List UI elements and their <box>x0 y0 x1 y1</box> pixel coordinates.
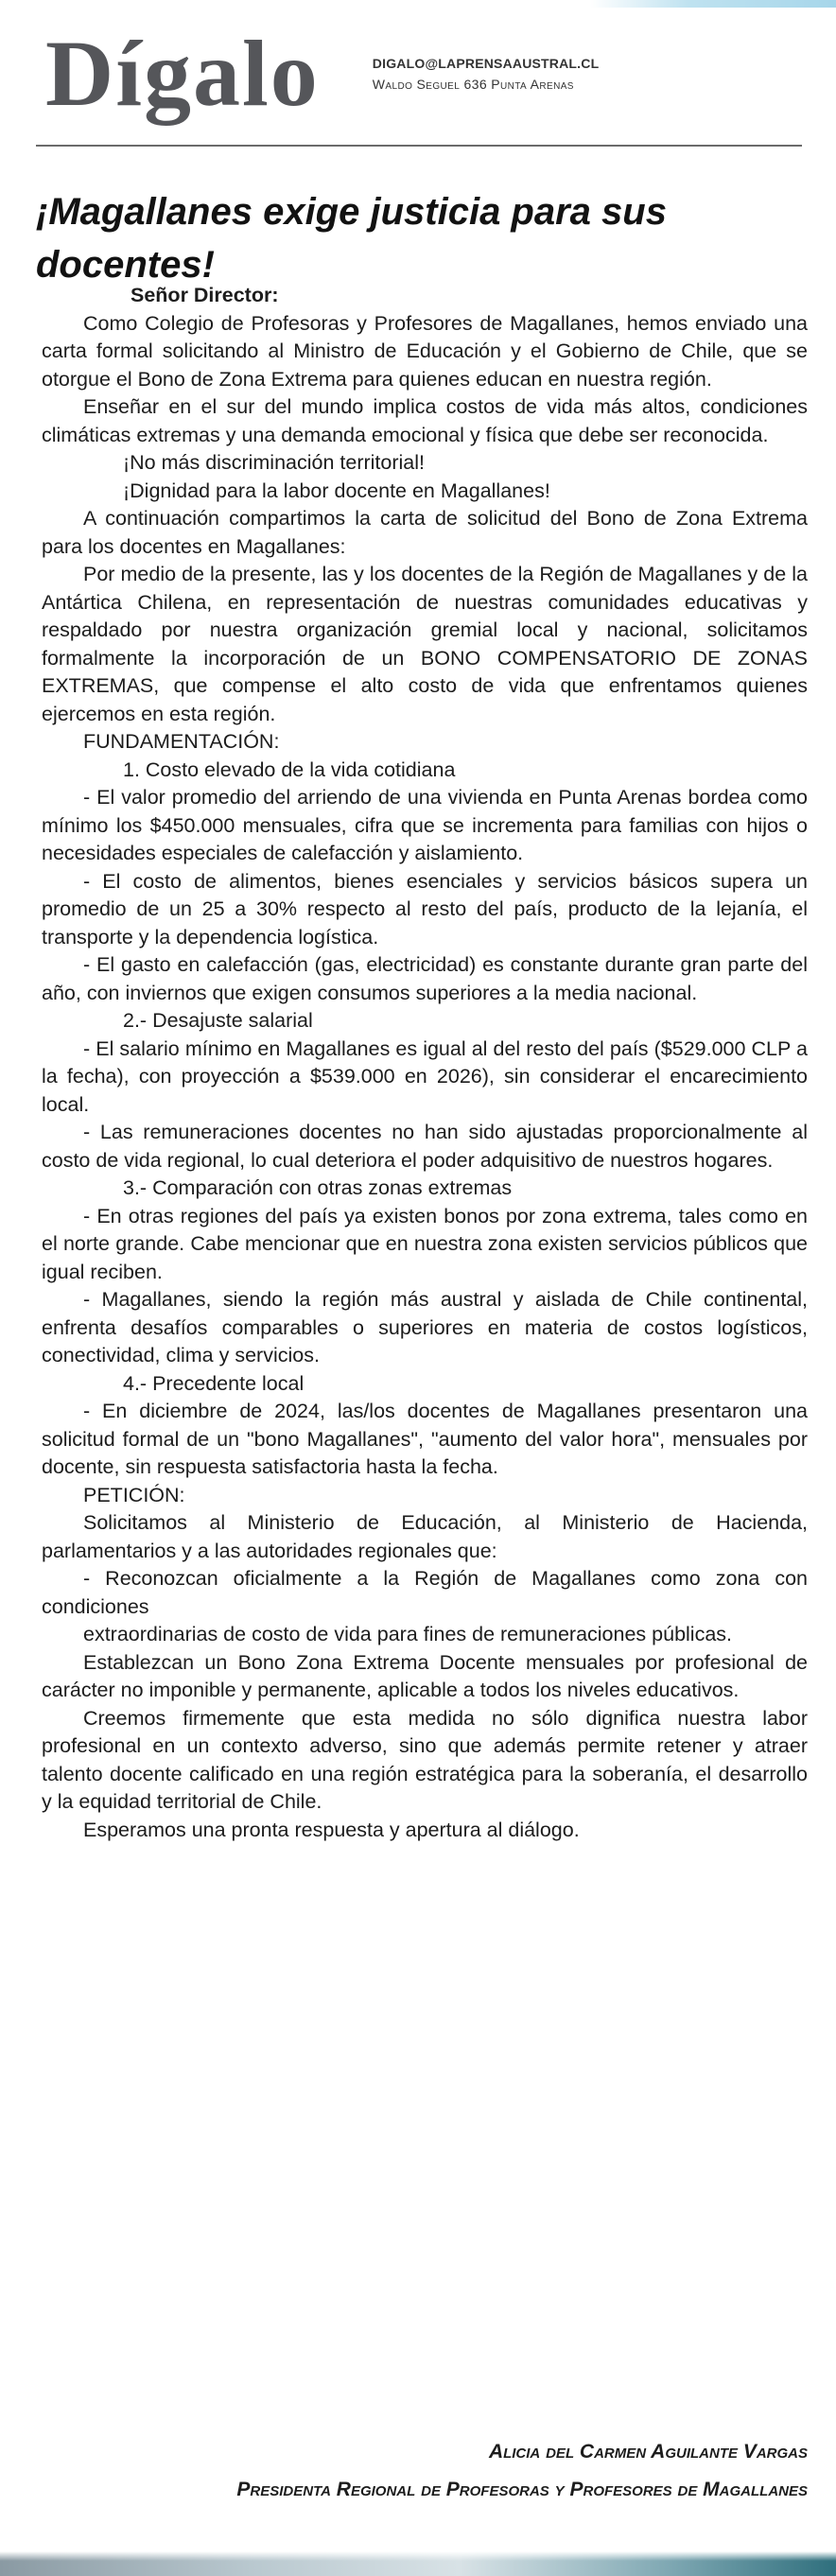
subsection-heading: 1. Costo elevado de la vida cotidiana <box>123 757 456 781</box>
contact-email: DIGALO@LAPRENSAAUSTRAL.CL <box>372 56 600 71</box>
letter-closing: Esperamos una pronta respuesta y apertura al diálogo. <box>83 1818 580 1841</box>
letter-paragraph: Establezcan un Bono Zona Extrema Docente mensuales por profesional de carácter no imponible y permanente, aplicable a todos los niveles educativos. <box>42 1650 808 1701</box>
footer-fade <box>0 2551 836 2561</box>
header-divider <box>36 145 802 147</box>
letter-paragraph: - En otras regiones del país ya existen bonos por zona extrema, tales como en el norte grande. Cabe mencionar que en nuestra zona existen servicios públicos que igual reciben. <box>42 1204 808 1283</box>
section-heading: FUNDAMENTACIÓN: <box>83 730 280 753</box>
letter-paragraph: - El gasto en calefacción (gas, electricidad) es constante durante gran parte del año, con inviernos que exigen consumos superiores a la media nacional. <box>42 953 808 1004</box>
letter-headline: ¡Magallanes exige justicia para sus docentes! <box>36 191 667 286</box>
section-title: Dígalo <box>45 21 320 126</box>
subsection-heading: 4.- Precedente local <box>123 1371 305 1395</box>
letter-paragraph: Solicitamos al Ministerio de Educación, al Ministerio de Hacienda, parlamentarios y a las autoridades regionales que: <box>42 1511 808 1562</box>
top-decorative-strip <box>590 0 836 8</box>
section-heading: PETICIÓN: <box>83 1483 185 1506</box>
letter-paragraph: - En diciembre de 2024, las/los docentes de Magallanes presentaron una solicitud formal de un "bono Magallanes", "aumento del valor hora", mensuales por docente, sin respuesta satisfactoria hasta la fecha. <box>42 1400 808 1478</box>
letter-paragraph: - Magallanes, siendo la región más austral y aislada de Chile continental, enfrenta desafíos comparables o superiores en materia de costos logísticos, conectividad, clima y servicios. <box>42 1288 808 1366</box>
letter-paragraph: ¡Dignidad para la labor docente en Magallanes! <box>123 479 550 502</box>
letter-paragraph: - Reconozcan oficialmente a la Región de Magallanes como zona con condiciones <box>42 1567 808 1618</box>
subsection-heading: 3.- Comparación con otras zonas extremas <box>123 1176 513 1199</box>
letter-paragraph: Por medio de la presente, las y los docentes de la Región de Magallanes y de la Antártica Chilena, en representación de nuestras comunidades educativas y respaldado por nuestra organización gremial local y nacional, solicitamos formalmente la incorporación de un BONO COMPENSATORIO DE ZONAS EXTREMAS, que compense el alto costo de vida que enfrentamos quienes ejercemos en esta región. <box>42 563 808 725</box>
letter-paragraph: extraordinarias de costo de vida para fines de remuneraciones públicas. <box>83 1623 733 1645</box>
letter-paragraph: - El costo de alimentos, bienes esenciales y servicios básicos supera un promedio de un 25 a 30% respecto al resto del país, producto de la lejanía, el transporte y la dependencia logística. <box>42 869 808 949</box>
letter-paragraph: ¡No más discriminación territorial! <box>123 451 425 474</box>
letter-paragraph: - El salario mínimo en Magallanes es igual al del resto del país ($529.000 CLP a la fecha), con proyección a $539.000 en 2026), sin considerar el encarecimiento local. <box>42 1036 808 1116</box>
letter-paragraph: - Las remuneraciones docentes no han sido ajustadas proporcionalmente al costo de vida regional, lo cual deteriora el poder adquisitivo de nuestros hogares. <box>42 1121 808 1172</box>
contact-address: Waldo Seguel 636 Punta Arenas <box>372 77 574 92</box>
letter-body <box>42 282 808 1844</box>
letter-salutation: Señor Director: <box>131 284 279 306</box>
footer-decorative-band <box>0 2551 836 2576</box>
signature-role: Presidenta Regional de Profesoras y Profesores de Magallanes <box>236 2479 808 2500</box>
masthead <box>45 21 802 127</box>
letter-paragraph: Creemos firmemente que esta medida no sólo dignifica nuestra labor profesional en un contexto adverso, sino que además permite retener y atraer talento docente calificado en una región estratégica para la soberanía, el desarrollo y la equidad territorial de Chile. <box>42 1706 808 1813</box>
letter-paragraph: A continuación compartimos la carta de solicitud del Bono de Zona Extrema para los docentes en Magallanes: <box>42 507 808 558</box>
subsection-heading: 2.- Desajuste salarial <box>123 1009 313 1032</box>
letter-paragraph: Como Colegio de Profesoras y Profesores de Magallanes, hemos enviado una carta formal solicitando al Ministro de Educación y el Gobierno de Chile, que se otorgue el Bono de Zona Extrema para quienes educan en nuestra región. <box>42 311 808 391</box>
letter-paragraph: - El valor promedio del arriendo de una vivienda en Punta Arenas bordea como mínimo los $450.000 mensuales, cifra que se incrementa para familias con hijos o necesidades especiales de calefacción y aislamiento. <box>42 786 808 864</box>
signature-name: Alicia del Carmen Aguilante Vargas <box>488 2441 808 2463</box>
letter-paragraph: Enseñar en el sur del mundo implica costos de vida más altos, condiciones climáticas extremas y una demanda emocional y física que debe ser reconocida. <box>42 395 808 446</box>
contact-block <box>373 53 600 95</box>
